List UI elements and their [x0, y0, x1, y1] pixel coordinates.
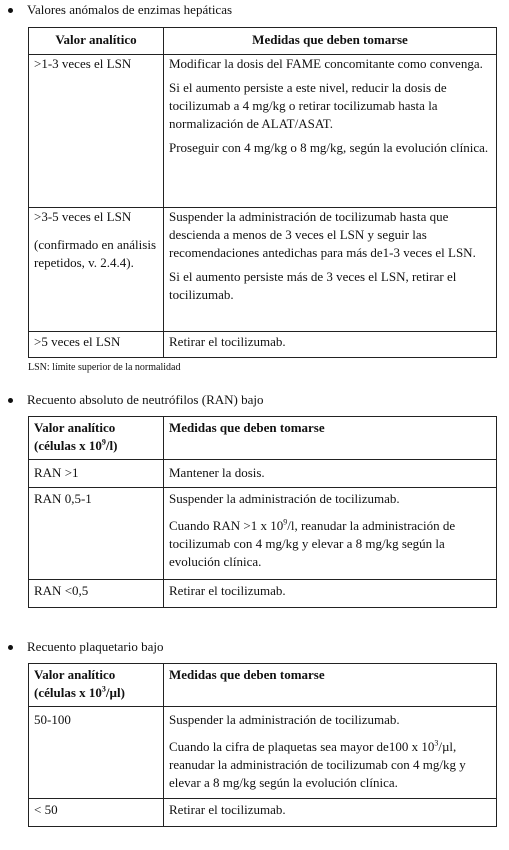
medidas-cell [164, 55, 497, 208]
table-header-row [29, 417, 497, 460]
medidas-cell [164, 580, 497, 608]
medidas-text: Proseguir con 4 mg/kg o 8 mg/kg, según la evolución clínica. [169, 140, 489, 155]
table-header-row [29, 28, 497, 55]
header-cell: Medidas que deben tomarse [164, 28, 497, 55]
medidas-cell [164, 488, 497, 580]
medidas-text: Mantener la dosis. [169, 465, 265, 480]
bullet-text: Recuento plaquetario bajo [27, 639, 164, 654]
medidas-cell [164, 208, 497, 332]
valor-text: 50-100 [34, 712, 71, 727]
valor-text: RAN <0,5 [34, 583, 89, 598]
valor-text: RAN 0,5-1 [34, 491, 92, 506]
medidas-text: Modificar la dosis del FAME concomitante como convenga. [169, 56, 483, 71]
valor-cell [29, 488, 164, 580]
header-cell: Medidas que deben tomarse [164, 417, 497, 460]
bullet-dot-icon [8, 645, 13, 650]
table-row [29, 55, 497, 208]
bullet-text: Recuento absoluto de neutrófilos (RAN) bajo [27, 392, 264, 407]
medidas-text: Retirar el tocilizumab. [169, 334, 286, 349]
medidas-cell [164, 799, 497, 827]
table-row [29, 799, 497, 827]
bullet-text: Valores anómalos de enzimas hepáticas [27, 2, 233, 17]
bullet-plaquetas [0, 638, 509, 656]
medidas-text: Cuando la cifra de plaquetas sea mayor de100 x $10^3/\mu l$, reanudar la administración de tocilizumab con 4 mg/kg y elevar a 8 mg/kg según la evolución clínica. [169, 738, 466, 790]
medidas-text: Si el aumento persiste más de 3 veces el LSN, retirar el tocilizumab. [169, 269, 457, 302]
valor-text: >5 veces el LSN [34, 334, 121, 349]
medidas-cell [164, 707, 497, 799]
header-cell: Valor analítico (células x $10^9/l$) [29, 417, 164, 460]
table-neutrofilos [28, 416, 497, 608]
medidas-text: Suspender la administración de tocilizumab hasta que descienda a menos de 3 veces el LSN y seguir las recomendaciones antedichas para más de1-3 veces el LSN. [169, 209, 476, 260]
medidas-text: Si el aumento persiste a este nivel, reducir la dosis de tocilizumab a 4 mg/kg o retirar tocilizumab hasta la normalización de ALAT/ASAT. [169, 80, 447, 131]
header-cell: Valor analítico (células x $10^3/\mu l$) [29, 664, 164, 707]
valor-text: < 50 [34, 802, 58, 817]
valor-cell [29, 208, 164, 332]
valor-cell [29, 580, 164, 608]
bullet-enzimas [0, 1, 509, 19]
valor-cell [29, 707, 164, 799]
medidas-cell [164, 332, 497, 358]
medidas-text: Retirar el tocilizumab. [169, 583, 286, 598]
table-plaquetas [28, 663, 497, 827]
medidas-text: Suspender la administración de tocilizumab. [169, 491, 400, 506]
valor-text: >3-5 veces el LSN [34, 209, 132, 224]
table-row [29, 332, 497, 358]
bullet-dot-icon [8, 8, 13, 13]
valor-cell [29, 799, 164, 827]
valor-text: >1-3 veces el LSN [34, 56, 132, 71]
table-row [29, 580, 497, 608]
medidas-text: Cuando RAN >1 x $10^9/l$, reanudar la administración de tocilizumab con 4 mg/kg y elevar a 8 mg/kg según la evolución clínica. [169, 517, 456, 569]
medidas-cell [164, 460, 497, 488]
table-enzimas-hepaticas [28, 27, 497, 358]
valor-note: (confirmado en análisis repetidos, v. 2.4.4). [34, 237, 157, 270]
table-header-row [29, 664, 497, 707]
bullet-dot-icon [8, 398, 13, 403]
table-row [29, 707, 497, 799]
valor-cell [29, 332, 164, 358]
valor-cell [29, 55, 164, 208]
bullet-neutrofilos [0, 391, 509, 409]
table-row [29, 488, 497, 580]
valor-text: RAN >1 [34, 465, 79, 480]
table-row [29, 208, 497, 332]
footnote-lsn: LSN: límite superior de la normalidad [28, 362, 181, 373]
table-row [29, 460, 497, 488]
header-cell: Valor analítico [29, 28, 164, 55]
valor-cell [29, 460, 164, 488]
header-cell: Medidas que deben tomarse [164, 664, 497, 707]
medidas-text: Suspender la administración de tocilizumab. [169, 712, 400, 727]
medidas-text: Retirar el tocilizumab. [169, 802, 286, 817]
